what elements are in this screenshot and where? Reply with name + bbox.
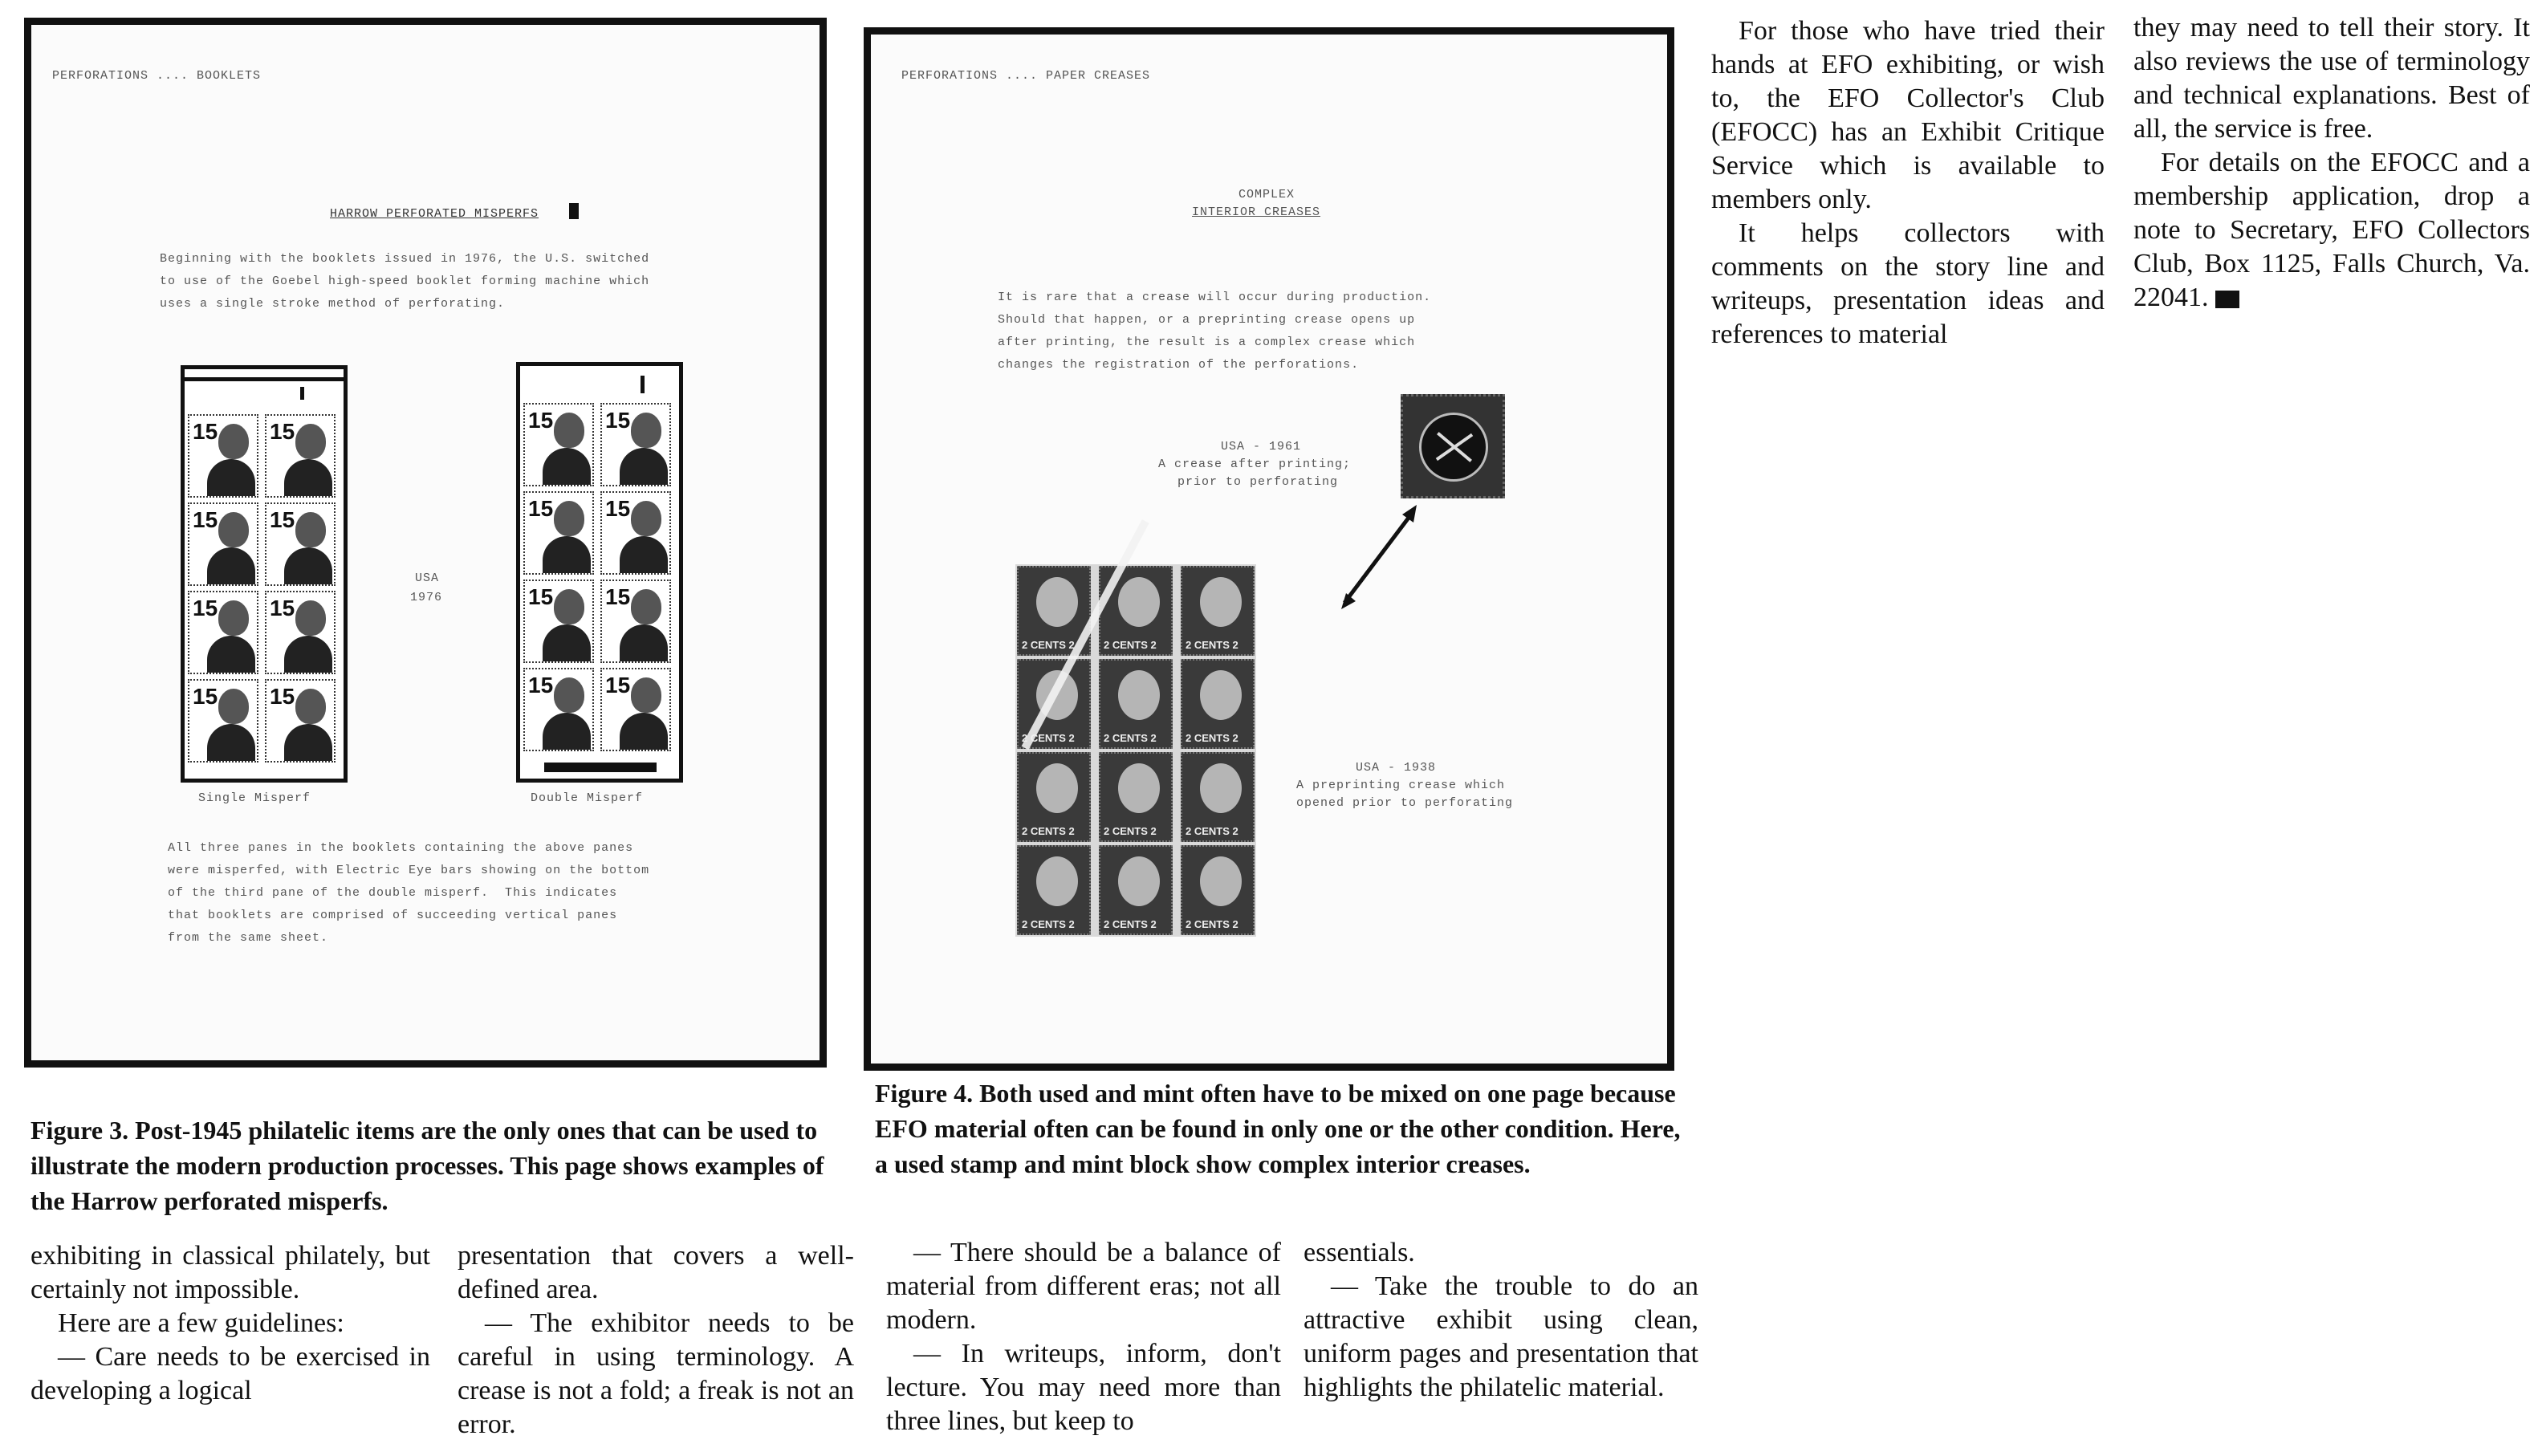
stamp: 15 <box>523 668 594 751</box>
body-column-3 <box>886 1236 1281 1438</box>
stamp: 15 <box>265 502 336 586</box>
sidebar-paragraph: they may need to tell their story. It also reviews the use of terminology and technical explanations. Best of all, the service is free. <box>2133 13 2530 144</box>
stamp: 15 <box>523 491 594 575</box>
body-paragraph: Here are a few guidelines: <box>58 1308 344 1338</box>
figure-3-note-1: All three panes in the booklets containing the above panes <box>168 841 634 855</box>
stamp: 15 <box>600 491 671 575</box>
body-paragraph: — Care needs to be exercised in developing a logical <box>31 1342 430 1405</box>
end-mark <box>2215 291 2239 308</box>
figure-4-intro-1: It is rare that a crease will occur during production. <box>998 291 1432 304</box>
stamp: 15 <box>265 591 336 674</box>
figure-3-note-3: of the third pane of the double misperf. This indicates <box>168 886 618 900</box>
stamp: 2 CENTS 2 <box>1181 752 1255 842</box>
stamp: 15 <box>188 679 258 763</box>
stamp: 15 <box>188 414 258 498</box>
stamp: 2 CENTS 2 <box>1099 566 1173 656</box>
double-misperf-label: Double Misperf <box>531 791 644 805</box>
figure-3-header: PERFORATIONS .... BOOKLETS <box>52 69 262 83</box>
single-misperf-label: Single Misperf <box>198 791 311 805</box>
stamp: 2 CENTS 2 <box>1017 845 1091 935</box>
figure-4-intro-2: Should that happen, or a preprinting crease opens up <box>998 313 1416 327</box>
used-stamp-1961 <box>1401 394 1505 498</box>
figure-4-caption: Figure 4. Both used and mint often have to be mixed on one page because EFO material often can be found in only one or the other condition. Here, a used stamp and mint block show complex interior creases. <box>875 1079 1681 1178</box>
stamp: 15 <box>600 668 671 751</box>
sidebar-column-2 <box>2133 11 2530 315</box>
stamp: 15 <box>523 403 594 486</box>
stamp: 2 CENTS 2 <box>1017 752 1091 842</box>
figure-3-intro-2: to use of the Goebel high-speed booklet forming machine which <box>160 275 650 288</box>
figure-4-frame <box>864 27 1674 1071</box>
electric-eye-bar <box>544 763 657 772</box>
body-paragraph: exhibiting in classical philately, but certainly not impossible. <box>31 1241 430 1304</box>
stamp: 2 CENTS 2 <box>1181 845 1255 935</box>
body-paragraph: — In writeups, inform, don't lecture. You may need more than three lines, but keep to <box>886 1339 1281 1436</box>
figure-3-caption: Figure 3. Post-1945 philatelic items are the only ones that can be used to illustrate the modern production processes. This page shows examples of the Harrow perforated misperfs. <box>31 1116 824 1215</box>
stamp: 2 CENTS 2 <box>1099 752 1173 842</box>
figure-3-title: HARROW PERFORATED MISPERFS <box>330 207 539 221</box>
figure-3-frame <box>24 18 827 1068</box>
body-column-4 <box>1304 1236 1698 1405</box>
stamp: 15 <box>265 679 336 763</box>
figure-4-header: PERFORATIONS .... PAPER CREASES <box>901 69 1151 83</box>
body-paragraph: — There should be a balance of material from different eras; not all modern. <box>886 1238 1281 1335</box>
stamp: 2 CENTS 2 <box>1099 659 1173 749</box>
stamp: 15 <box>600 580 671 663</box>
stamp: 15 <box>523 580 594 663</box>
block-label-2: A preprinting crease which <box>1296 779 1506 792</box>
stamp: 15 <box>188 591 258 674</box>
body-paragraph: essentials. <box>1304 1238 1415 1267</box>
body-paragraph: — Take the trouble to do an attractive exhibit using clean, uniform pages and presentation that highlights the philatelic material. <box>1304 1271 1698 1402</box>
block-label-1: USA - 1938 <box>1356 761 1437 775</box>
misperf-bar <box>185 377 344 381</box>
postmark <box>1419 413 1488 482</box>
stamp: 15 <box>188 502 258 586</box>
single-label-2: A crease after printing; <box>1158 458 1352 471</box>
pointer-arrow <box>1336 500 1425 612</box>
center-label-usa: USA <box>415 571 440 585</box>
eye-mark <box>300 387 304 400</box>
figure-3-intro-1: Beginning with the booklets issued in 1976, the U.S. switched <box>160 252 650 266</box>
eye-mark <box>641 376 645 393</box>
figure-4-intro-4: changes the registration of the perforations. <box>998 358 1360 372</box>
single-misperf-pane <box>181 365 348 783</box>
stamp: 2 CENTS 2 <box>1181 566 1255 656</box>
single-label-3: prior to perforating <box>1177 475 1339 489</box>
body-paragraph: — The exhibitor needs to be careful in using terminology. A crease is not a fold; a freak is not an error. <box>458 1308 854 1439</box>
figure-3-note-2: were misperfed, with Electric Eye bars showing on the bottom <box>168 864 650 877</box>
figure-4-title-2: INTERIOR CREASES <box>1192 205 1321 219</box>
double-misperf-pane <box>516 362 683 783</box>
sidebar-paragraph: For details on the EFOCC and a membership application, drop a note to Secretary, EFO Collectors Club, Box 1125, Falls Church, Va. 22041. <box>2133 148 2530 312</box>
sidebar-column-1 <box>1711 14 2105 352</box>
figure-3-note-5: from the same sheet. <box>168 931 329 945</box>
stamp: 2 CENTS 2 <box>1099 845 1173 935</box>
body-paragraph: presentation that covers a well-defined area. <box>458 1241 854 1304</box>
stamp: 2 CENTS 2 <box>1017 566 1091 656</box>
stamp: 15 <box>265 414 336 498</box>
stamp: 2 CENTS 2 <box>1181 659 1255 749</box>
center-label-year: 1976 <box>410 591 443 604</box>
stamp: 2 CENTS 2 <box>1017 659 1091 749</box>
single-label-1: USA - 1961 <box>1221 440 1302 453</box>
body-column-2 <box>458 1239 854 1442</box>
block-label-3: opened prior to perforating <box>1296 796 1514 810</box>
figure-4-title-1: COMPLEX <box>1238 188 1295 201</box>
sidebar-paragraph: It helps collectors with comments on the story line and writeups, presentation ideas and references to material <box>1711 218 2105 349</box>
figure-3-note-4: that booklets are comprised of succeeding vertical panes <box>168 909 618 922</box>
body-column-1 <box>31 1239 430 1408</box>
figure-4-intro-3: after printing, the result is a complex crease which <box>998 336 1416 349</box>
title-mark <box>569 203 579 219</box>
mint-block-1938 <box>1015 564 1256 937</box>
stamp: 15 <box>600 403 671 486</box>
figure-3-intro-3: uses a single stroke method of perforating. <box>160 297 506 311</box>
sidebar-paragraph: For those who have tried their hands at EFO exhibiting, or wish to, the EFO Collector's Club (EFOCC) has an Exhibit Critique Service which is available to members only. <box>1711 16 2105 214</box>
